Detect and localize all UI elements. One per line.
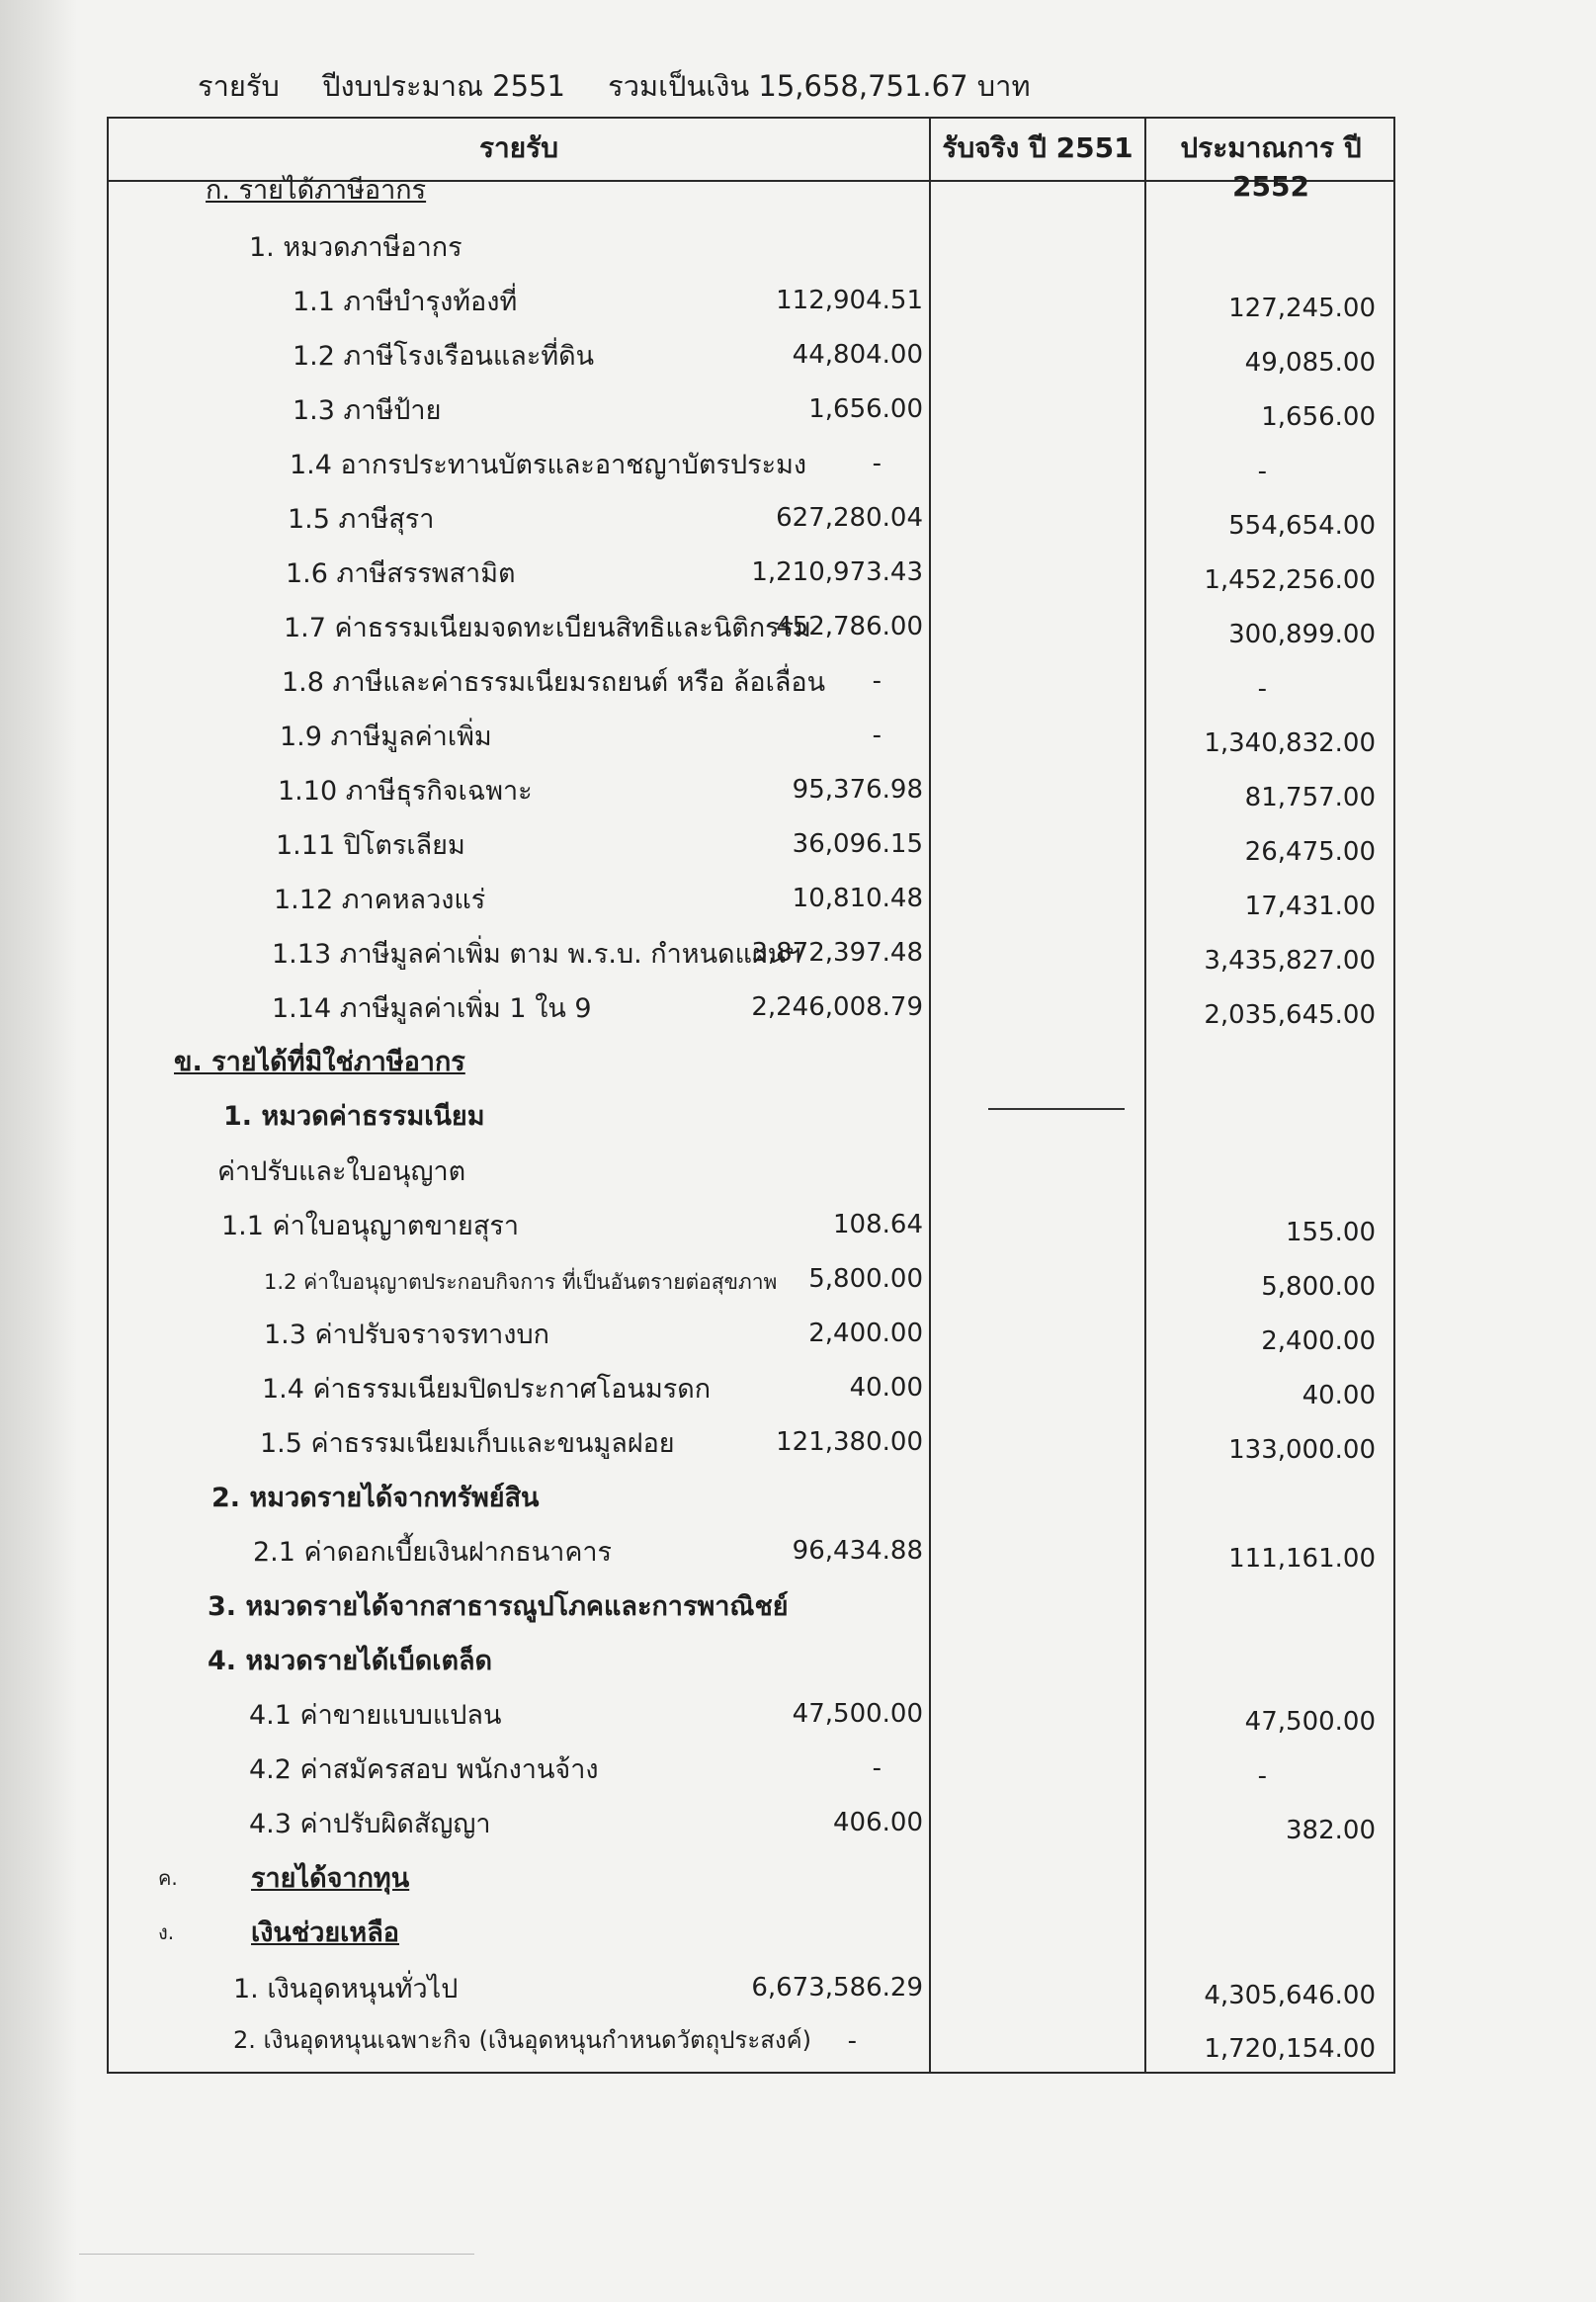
actual-2551: 121,380.00 [776, 1427, 923, 1457]
table-row [107, 1040, 1395, 1083]
table-row [107, 1258, 1395, 1302]
row-label: 1.1 ภาษีบำรุงท้องที่ [293, 287, 518, 317]
estimate-2552: 2,400.00 [1261, 1326, 1376, 1356]
section-label: ข. รายได้ที่มิใช่ภาษีอากร [174, 1047, 465, 1077]
row-label: 1.2 ภาษีโรงเรือนและที่ดิน [293, 341, 595, 372]
table-row [107, 334, 1395, 378]
subcategory-label: ค่าปรับและใบอนุญาต [217, 1156, 466, 1187]
row-label: 1.14 ภาษีมูลค่าเพิ่ม 1 ใน 9 [272, 993, 592, 1024]
row-label: 1. เงินอุดหนุนทั่วไป [233, 1974, 459, 2004]
estimate-2552: 1,656.00 [1261, 402, 1376, 432]
table-row [107, 1421, 1395, 1465]
table-row [107, 878, 1395, 921]
actual-2551: 5,800.00 [808, 1264, 923, 1294]
table-row [107, 660, 1395, 704]
estimate-2552: 300,899.00 [1228, 620, 1376, 649]
section-marker: ค. [158, 1866, 178, 1890]
row-label: 4.3 ค่าปรับผิดสัญญา [249, 1809, 491, 1839]
table-row [107, 280, 1395, 323]
page-edge-mark [79, 2254, 474, 2255]
actual-2551: 47,500.00 [792, 1699, 923, 1729]
row-label: 1.6 ภาษีสรรพสามิต [286, 558, 516, 589]
category-label: 3. หมวดรายได้จากสาธารณูปโภคและการพาณิชย์ [208, 1591, 789, 1622]
estimate-2552: 111,161.00 [1228, 1544, 1376, 1574]
estimate-2552: 127,245.00 [1228, 294, 1376, 323]
section-marker: ง. [158, 1920, 175, 1944]
header-estimate-2552: ประมาณการ ปี 2552 [1180, 131, 1362, 203]
table-row [107, 443, 1395, 486]
header-item: รายรับ [479, 131, 558, 164]
actual-2551: - [872, 449, 882, 478]
row-label: 1.3 ค่าปรับจราจรทางบก [264, 1320, 549, 1350]
estimate-2552: 382.00 [1286, 1816, 1376, 1845]
table-row [107, 823, 1395, 867]
estimate-2552: - [1257, 674, 1267, 704]
table-row [107, 2020, 1395, 2064]
row-label: 1.8 ภาษีและค่าธรรมเนียมรถยนต์ หรือ ล้อเลื่อน [282, 667, 826, 698]
estimate-2552: 17,431.00 [1244, 892, 1376, 921]
estimate-2552: 155.00 [1286, 1218, 1376, 1247]
table-row [107, 1693, 1395, 1737]
actual-2551: 6,673,586.29 [751, 1973, 923, 2003]
table-row [107, 1584, 1395, 1628]
estimate-2552: 1,452,256.00 [1204, 565, 1376, 595]
estimate-2552: 554,654.00 [1228, 511, 1376, 541]
section-label: ก. รายได้ภาษีอากร [206, 175, 427, 206]
table-row [107, 1856, 1395, 1900]
estimate-2552: 49,085.00 [1244, 348, 1376, 378]
row-label: 1.5 ภาษีสุรา [288, 504, 435, 535]
actual-2551: 40.00 [849, 1373, 923, 1403]
table-row [107, 986, 1395, 1030]
estimate-2552: - [1257, 457, 1267, 486]
table-row [107, 1639, 1395, 1682]
actual-2551: 108.64 [833, 1210, 923, 1239]
table-row [107, 606, 1395, 649]
row-label: 1.12 ภาคหลวงแร่ [274, 885, 486, 915]
actual-2551: - [872, 1753, 882, 1783]
actual-2551: 3,872,397.48 [751, 938, 923, 968]
actual-2551: 452,786.00 [776, 612, 923, 641]
table-row [107, 1967, 1395, 2010]
table-row [107, 1530, 1395, 1574]
row-label: 4.1 ค่าขายแบบแปลน [249, 1700, 502, 1731]
section-label: รายได้จากทุน [251, 1863, 410, 1894]
actual-2551: 96,434.88 [792, 1536, 923, 1566]
estimate-2552: 2,035,645.00 [1204, 1000, 1376, 1030]
estimate-2552: 1,720,154.00 [1204, 2034, 1376, 2064]
row-label: 2.1 ค่าดอกเบี้ยเงินฝากธนาคาร [253, 1537, 613, 1568]
actual-2551: - [847, 2026, 857, 2056]
estimate-2552: 81,757.00 [1244, 783, 1376, 812]
table-row [107, 1313, 1395, 1356]
row-label: 1.13 ภาษีมูลค่าเพิ่ม ตาม พ.ร.บ. กำหนดแผนฯ [272, 939, 801, 970]
table-row [107, 1476, 1395, 1519]
table-row [107, 1802, 1395, 1845]
table-row [107, 1204, 1395, 1247]
category-label: 1. หมวดภาษีอากร [249, 232, 462, 263]
row-label: 1.4 อากรประทานบัตรและอาชญาบัตรประมง [290, 450, 807, 480]
estimate-2552: 3,435,827.00 [1204, 946, 1376, 976]
estimate-2552: 133,000.00 [1228, 1435, 1376, 1465]
actual-2551: 2,400.00 [808, 1319, 923, 1348]
row-label: 1.3 ภาษีป้าย [293, 395, 442, 426]
table-row [107, 932, 1395, 976]
row-label: 1.4 ค่าธรรมเนียมปิดประกาศโอนมรดก [262, 1374, 712, 1405]
table-row [107, 1748, 1395, 1791]
actual-2551: 1,656.00 [808, 394, 923, 424]
row-label: 1.11 ปิโตรเลียม [276, 830, 465, 861]
row-label: 1.9 ภาษีมูลค่าเพิ่ม [280, 722, 492, 752]
actual-2551: 44,804.00 [792, 340, 923, 370]
estimate-2552: - [1257, 1761, 1267, 1791]
heading-prefix: รายรับ [198, 69, 280, 103]
estimate-2552: 1,340,832.00 [1204, 728, 1376, 758]
actual-2551: 10,810.48 [792, 884, 923, 913]
category-label: 2. หมวดรายได้จากทรัพย์สิน [211, 1483, 540, 1513]
actual-2551: - [872, 666, 882, 696]
table-row [107, 769, 1395, 812]
actual-2551: 627,280.04 [776, 503, 923, 533]
actual-2551: 112,904.51 [776, 286, 923, 315]
page-binding-shadow [0, 0, 77, 2302]
header-actual-2551: รับจริง ปี 2551 [942, 131, 1134, 164]
heading-year: ปีงบประมาณ 2551 [322, 69, 565, 103]
actual-2551: - [872, 721, 882, 750]
estimate-2552: 26,475.00 [1244, 837, 1376, 867]
estimate-2552: 5,800.00 [1261, 1272, 1376, 1302]
table-row [107, 1094, 1395, 1138]
actual-2551: 406.00 [833, 1808, 923, 1837]
page-heading [198, 63, 1064, 109]
table-row [107, 497, 1395, 541]
table-row [107, 225, 1395, 269]
table-row [107, 715, 1395, 758]
estimate-2552: 40.00 [1302, 1381, 1376, 1410]
row-label: 1.10 ภาษีธุรกิจเฉพาะ [278, 776, 533, 807]
actual-2551: 95,376.98 [792, 775, 923, 805]
category-label: 4. หมวดรายได้เบ็ดเตล็ด [208, 1646, 493, 1676]
row-label: 1.7 ค่าธรรมเนียมจดทะเบียนสิทธิและนิติกรรม [284, 613, 811, 643]
actual-2551: 1,210,973.43 [751, 557, 923, 587]
heading-total: รวมเป็นเงิน 15,658,751.67 บาท [608, 69, 1031, 103]
estimate-2552: 4,305,646.00 [1204, 1981, 1376, 2010]
row-label: 2. เงินอุดหนุนเฉพาะกิจ (เงินอุดหนุนกำหนดวัตถุประสงค์) [233, 2026, 811, 2054]
table-row [107, 168, 1395, 212]
actual-2551: 36,096.15 [792, 829, 923, 859]
row-label: 1.2 ค่าใบอนุญาตประกอบกิจการ ที่เป็นอันตรายต่อสุขภาพ [264, 1270, 778, 1294]
row-label: 1.5 ค่าธรรมเนียมเก็บและขนมูลฝอย [260, 1428, 675, 1459]
table-row [107, 1911, 1395, 1954]
table-row [107, 1150, 1395, 1193]
row-label: 1.1 ค่าใบอนุญาตขายสุรา [221, 1211, 520, 1241]
section-label: เงินช่วยเหลือ [251, 1918, 399, 1948]
estimate-2552: 47,500.00 [1244, 1707, 1376, 1737]
actual-2551: 2,246,008.79 [751, 992, 923, 1022]
category-label: 1. หมวดค่าธรรมเนียม [223, 1101, 485, 1132]
table-row [107, 1367, 1395, 1410]
table-row [107, 552, 1395, 595]
row-label: 4.2 ค่าสมัครสอบ พนักงานจ้าง [249, 1754, 599, 1785]
table-row [107, 388, 1395, 432]
